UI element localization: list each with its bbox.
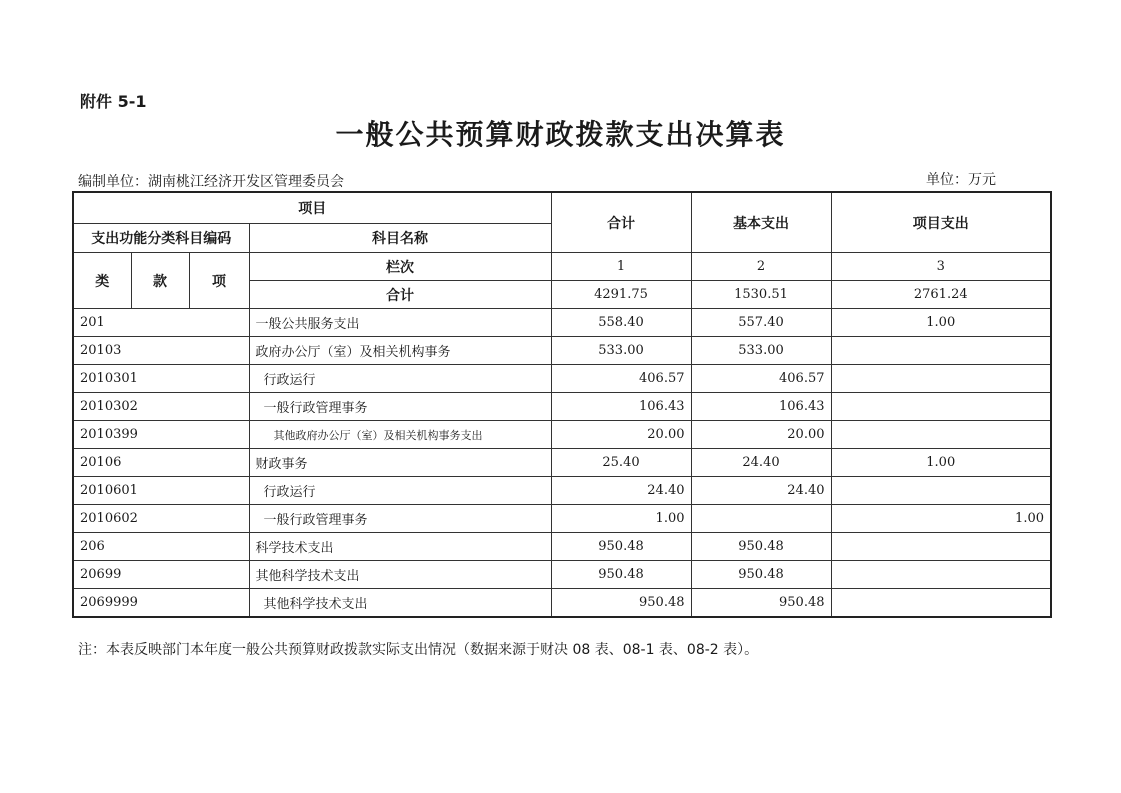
unit-label: 单位：万元 bbox=[926, 172, 996, 188]
row-name: 其他科学技术支出 bbox=[249, 589, 551, 618]
row-total: 950.48 bbox=[551, 533, 691, 561]
row-basic: 106.43 bbox=[691, 393, 831, 421]
org-label: 编制单位：湖南桃江经济开发区管理委员会 bbox=[78, 174, 344, 190]
row-project: 1.00 bbox=[831, 449, 1051, 477]
row-code: 20699 bbox=[73, 561, 249, 589]
row-code: 2069999 bbox=[73, 589, 249, 618]
heji-total: 4291.75 bbox=[551, 281, 691, 309]
header-row-1 bbox=[73, 192, 1051, 224]
heji-project: 2761.24 bbox=[831, 281, 1051, 309]
row-code: 2010301 bbox=[73, 365, 249, 393]
row-name: 行政运行 bbox=[249, 477, 551, 505]
row-project bbox=[831, 337, 1051, 365]
row-project bbox=[831, 393, 1051, 421]
row-total: 533.00 bbox=[551, 337, 691, 365]
header-lei: 类 bbox=[73, 253, 131, 309]
table-row bbox=[73, 449, 1051, 477]
row-name: 其他科学技术支出 bbox=[249, 561, 551, 589]
row-code: 20106 bbox=[73, 449, 249, 477]
row-total: 106.43 bbox=[551, 393, 691, 421]
row-code: 2010399 bbox=[73, 421, 249, 449]
row-basic: 406.57 bbox=[691, 365, 831, 393]
row-total: 950.48 bbox=[551, 589, 691, 618]
row-total: 1.00 bbox=[551, 505, 691, 533]
row-total: 24.40 bbox=[551, 477, 691, 505]
row-code: 2010302 bbox=[73, 393, 249, 421]
row-total: 558.40 bbox=[551, 309, 691, 337]
row-total: 950.48 bbox=[551, 561, 691, 589]
row-code: 206 bbox=[73, 533, 249, 561]
table-row bbox=[73, 365, 1051, 393]
lanci-2: 2 bbox=[691, 253, 831, 281]
row-basic: 950.48 bbox=[691, 589, 831, 618]
lanci-1: 1 bbox=[551, 253, 691, 281]
row-basic: 533.00 bbox=[691, 337, 831, 365]
row-total: 25.40 bbox=[551, 449, 691, 477]
table-row bbox=[73, 533, 1051, 561]
lanci-3: 3 bbox=[831, 253, 1051, 281]
row-name: 一般行政管理事务 bbox=[249, 505, 551, 533]
row-name: 科学技术支出 bbox=[249, 533, 551, 561]
row-total: 20.00 bbox=[551, 421, 691, 449]
row-project bbox=[831, 365, 1051, 393]
table-row bbox=[73, 561, 1051, 589]
row-project: 1.00 bbox=[831, 505, 1051, 533]
row-project: 1.00 bbox=[831, 309, 1051, 337]
header-total: 合计 bbox=[551, 192, 691, 253]
row-basic: 950.48 bbox=[691, 533, 831, 561]
header-kuan: 款 bbox=[131, 253, 189, 309]
row-code: 2010602 bbox=[73, 505, 249, 533]
row-basic: 950.48 bbox=[691, 561, 831, 589]
header-name: 科目名称 bbox=[249, 224, 551, 253]
table-row bbox=[73, 421, 1051, 449]
header-project: 项目支出 bbox=[831, 192, 1051, 253]
page-title: 一般公共预算财政拨款支出决算表 bbox=[335, 118, 786, 151]
row-name: 政府办公厅（室）及相关机构事务 bbox=[249, 337, 551, 365]
table-row bbox=[73, 477, 1051, 505]
row-name: 行政运行 bbox=[249, 365, 551, 393]
header-basic: 基本支出 bbox=[691, 192, 831, 253]
row-basic: 24.40 bbox=[691, 477, 831, 505]
row-code: 201 bbox=[73, 309, 249, 337]
row-project bbox=[831, 533, 1051, 561]
row-project bbox=[831, 589, 1051, 618]
row-name: 一般行政管理事务 bbox=[249, 393, 551, 421]
row-basic: 24.40 bbox=[691, 449, 831, 477]
row-total: 406.57 bbox=[551, 365, 691, 393]
heji-label: 合计 bbox=[249, 281, 551, 309]
footnote: 注：本表反映部门本年度一般公共预算财政拨款实际支出情况（数据来源于财决 08 表、08-1 表、08-2 表）。 bbox=[78, 642, 759, 658]
row-basic: 557.40 bbox=[691, 309, 831, 337]
table-row bbox=[73, 337, 1051, 365]
row-name: 财政事务 bbox=[249, 449, 551, 477]
header-item: 项目 bbox=[73, 192, 551, 224]
lanci-label: 栏次 bbox=[249, 253, 551, 281]
row-basic: 20.00 bbox=[691, 421, 831, 449]
attachment-label: 附件 5-1 bbox=[80, 92, 147, 111]
table-row bbox=[73, 309, 1051, 337]
row-project bbox=[831, 477, 1051, 505]
row-project bbox=[831, 561, 1051, 589]
row-name: 其他政府办公厅（室）及相关机构事务支出 bbox=[249, 421, 551, 449]
header-xiang: 项 bbox=[189, 253, 249, 309]
header-code: 支出功能分类科目编码 bbox=[73, 224, 249, 253]
row-basic bbox=[691, 505, 831, 533]
budget-table bbox=[72, 191, 1052, 618]
table-row bbox=[73, 589, 1051, 618]
lanci-row bbox=[73, 253, 1051, 281]
row-code: 2010601 bbox=[73, 477, 249, 505]
row-project bbox=[831, 421, 1051, 449]
heji-basic: 1530.51 bbox=[691, 281, 831, 309]
row-name: 一般公共服务支出 bbox=[249, 309, 551, 337]
table-row bbox=[73, 393, 1051, 421]
table-row bbox=[73, 505, 1051, 533]
row-code: 20103 bbox=[73, 337, 249, 365]
